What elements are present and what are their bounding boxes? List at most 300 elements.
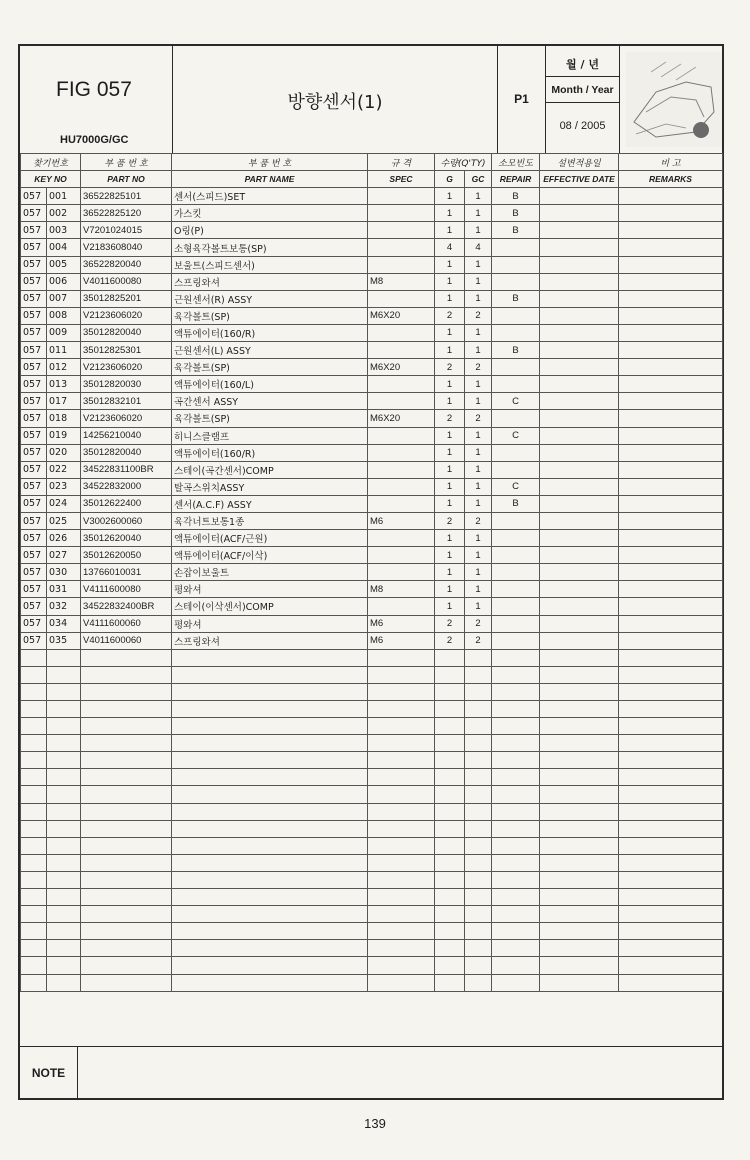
qty-g: 1 <box>435 495 465 512</box>
part-key: 030 <box>47 564 81 581</box>
part-fig: 057 <box>21 632 47 649</box>
repair-freq <box>492 273 540 290</box>
part-fig: 057 <box>21 324 47 341</box>
part-number: 35012820030 <box>81 376 172 393</box>
part-name: 근원센서(L) ASSY <box>172 342 368 359</box>
remarks <box>619 393 723 410</box>
remarks <box>619 530 723 547</box>
date-label-ko: 월 / 년 <box>566 58 599 71</box>
effective-date <box>540 307 619 324</box>
part-key <box>47 820 81 837</box>
part-number: V3002600060 <box>81 512 172 529</box>
qty-gc: 1 <box>465 324 492 341</box>
qty-gc <box>465 735 492 752</box>
part-key: 026 <box>47 530 81 547</box>
part-number: 35012820040 <box>81 324 172 341</box>
part-number: 35012622400 <box>81 495 172 512</box>
qty-g: 1 <box>435 273 465 290</box>
qty-g <box>435 837 465 854</box>
qty-g: 2 <box>435 512 465 529</box>
remarks <box>619 666 723 683</box>
remarks <box>619 940 723 957</box>
table-row <box>21 290 723 307</box>
part-number: V4011600060 <box>81 632 172 649</box>
part-name <box>172 649 368 666</box>
part-spec <box>368 342 435 359</box>
effective-date <box>540 239 619 256</box>
part-spec: M8 <box>368 581 435 598</box>
repair-freq <box>492 923 540 940</box>
part-fig: 057 <box>21 256 47 273</box>
qty-gc <box>465 837 492 854</box>
repair-freq: B <box>492 342 540 359</box>
part-key: 027 <box>47 547 81 564</box>
qty-g: 1 <box>435 393 465 410</box>
part-number: 36522825101 <box>81 188 172 205</box>
qty-gc: 1 <box>465 461 492 478</box>
remarks <box>619 735 723 752</box>
repair-freq <box>492 769 540 786</box>
part-spec <box>368 324 435 341</box>
qty-gc <box>465 871 492 888</box>
qty-g <box>435 701 465 718</box>
table-row <box>21 444 723 461</box>
part-key <box>47 837 81 854</box>
part-spec <box>368 752 435 769</box>
qty-gc <box>465 854 492 871</box>
repair-freq: C <box>492 427 540 444</box>
part-name <box>172 889 368 906</box>
part-key: 004 <box>47 239 81 256</box>
effective-date <box>540 957 619 974</box>
remarks <box>619 701 723 718</box>
qty-g: 1 <box>435 205 465 222</box>
table-row <box>21 307 723 324</box>
part-spec <box>368 530 435 547</box>
part-spec <box>368 598 435 615</box>
part-key <box>47 701 81 718</box>
empty-row <box>21 837 723 854</box>
qty-g <box>435 769 465 786</box>
table-row <box>21 393 723 410</box>
empty-row <box>21 854 723 871</box>
qty-g: 2 <box>435 410 465 427</box>
part-spec <box>368 461 435 478</box>
remarks <box>619 239 723 256</box>
part-fig <box>21 786 47 803</box>
empty-row <box>21 957 723 974</box>
repair-freq <box>492 666 540 683</box>
part-name: 액튜에이터(ACF/이삭) <box>172 547 368 564</box>
part-key <box>47 683 81 700</box>
empty-row <box>21 820 723 837</box>
part-key: 012 <box>47 359 81 376</box>
repair-freq <box>492 803 540 820</box>
qty-g: 1 <box>435 461 465 478</box>
part-name <box>172 871 368 888</box>
empty-row <box>21 649 723 666</box>
qty-gc: 2 <box>465 359 492 376</box>
part-name: 육각볼트(SP) <box>172 410 368 427</box>
col-key-en: KEY NO <box>21 171 81 188</box>
empty-row <box>21 701 723 718</box>
part-fig <box>21 871 47 888</box>
part-spec <box>368 803 435 820</box>
remarks <box>619 359 723 376</box>
table-row <box>21 222 723 239</box>
note-label: NOTE <box>20 1047 78 1098</box>
part-name: 액튜에이터(160/R) <box>172 324 368 341</box>
repair-freq <box>492 718 540 735</box>
part-number <box>81 786 172 803</box>
qty-gc <box>465 906 492 923</box>
repair-freq <box>492 974 540 991</box>
qty-gc <box>465 718 492 735</box>
effective-date <box>540 769 619 786</box>
effective-date <box>540 615 619 632</box>
qty-g <box>435 718 465 735</box>
page-number: 139 <box>364 1116 386 1131</box>
col-remarks-ko: 비 고 <box>619 154 723 171</box>
qty-g: 1 <box>435 376 465 393</box>
effective-date <box>540 376 619 393</box>
part-key <box>47 923 81 940</box>
part-key: 006 <box>47 273 81 290</box>
repair-freq <box>492 307 540 324</box>
effective-date <box>540 854 619 871</box>
remarks <box>619 649 723 666</box>
part-number <box>81 683 172 700</box>
repair-freq <box>492 906 540 923</box>
part-fig: 057 <box>21 239 47 256</box>
part-spec: M6 <box>368 632 435 649</box>
part-number <box>81 735 172 752</box>
repair-freq <box>492 239 540 256</box>
part-key <box>47 769 81 786</box>
part-key <box>47 666 81 683</box>
qty-gc <box>465 957 492 974</box>
table-row <box>21 564 723 581</box>
column-header-row-en <box>21 171 723 188</box>
model-name: HU7000G/GC <box>60 134 129 146</box>
repair-freq <box>492 820 540 837</box>
effective-date <box>540 359 619 376</box>
qty-g: 4 <box>435 239 465 256</box>
effective-date <box>540 940 619 957</box>
part-name: 히니스클램프 <box>172 427 368 444</box>
part-number: 35012620040 <box>81 530 172 547</box>
qty-g <box>435 854 465 871</box>
effective-date <box>540 974 619 991</box>
qty-gc: 1 <box>465 444 492 461</box>
part-fig: 057 <box>21 376 47 393</box>
effective-date <box>540 324 619 341</box>
repair-freq <box>492 581 540 598</box>
effective-date <box>540 598 619 615</box>
qty-g <box>435 735 465 752</box>
part-spec <box>368 837 435 854</box>
part-key: 031 <box>47 581 81 598</box>
effective-date <box>540 393 619 410</box>
qty-gc <box>465 974 492 991</box>
part-spec <box>368 444 435 461</box>
part-number: 13766010031 <box>81 564 172 581</box>
empty-row <box>21 786 723 803</box>
qty-gc <box>465 940 492 957</box>
col-eff-en: EFFECTIVE DATE <box>540 171 619 188</box>
part-name: 가스킷 <box>172 205 368 222</box>
empty-row <box>21 940 723 957</box>
col-part-name-ko: 부 품 번 호 <box>172 154 368 171</box>
effective-date <box>540 752 619 769</box>
part-number <box>81 837 172 854</box>
part-name: 스프링와셔 <box>172 632 368 649</box>
effective-date <box>540 427 619 444</box>
part-fig <box>21 820 47 837</box>
remarks <box>619 581 723 598</box>
effective-date <box>540 735 619 752</box>
qty-gc <box>465 701 492 718</box>
part-number <box>81 923 172 940</box>
part-key: 013 <box>47 376 81 393</box>
part-name <box>172 940 368 957</box>
part-number <box>81 803 172 820</box>
part-number <box>81 974 172 991</box>
effective-date <box>540 632 619 649</box>
empty-row <box>21 923 723 940</box>
part-fig <box>21 752 47 769</box>
part-spec <box>368 188 435 205</box>
part-key: 002 <box>47 205 81 222</box>
part-fig <box>21 854 47 871</box>
part-name: 소형육각볼트보통(SP) <box>172 239 368 256</box>
part-name: O링(P) <box>172 222 368 239</box>
qty-g: 2 <box>435 615 465 632</box>
part-number: 35012825301 <box>81 342 172 359</box>
part-fig <box>21 683 47 700</box>
part-fig: 057 <box>21 615 47 632</box>
effective-date <box>540 273 619 290</box>
qty-g: 1 <box>435 188 465 205</box>
part-key <box>47 649 81 666</box>
part-key <box>47 752 81 769</box>
table-row <box>21 342 723 359</box>
part-key <box>47 940 81 957</box>
qty-gc <box>465 649 492 666</box>
empty-row <box>21 906 723 923</box>
remarks <box>619 547 723 564</box>
part-name: 곡간센서 ASSY <box>172 393 368 410</box>
remarks <box>619 427 723 444</box>
empty-row <box>21 752 723 769</box>
part-fig <box>21 906 47 923</box>
remarks <box>619 222 723 239</box>
remarks <box>619 871 723 888</box>
col-repair-en: REPAIR <box>492 171 540 188</box>
repair-freq <box>492 854 540 871</box>
qty-g: 2 <box>435 359 465 376</box>
part-number <box>81 957 172 974</box>
part-spec <box>368 957 435 974</box>
effective-date <box>540 683 619 700</box>
part-fig: 057 <box>21 598 47 615</box>
empty-row <box>21 735 723 752</box>
remarks <box>619 837 723 854</box>
qty-gc: 1 <box>465 495 492 512</box>
qty-g <box>435 683 465 700</box>
part-spec <box>368 718 435 735</box>
qty-gc <box>465 889 492 906</box>
part-name <box>172 769 368 786</box>
qty-gc: 1 <box>465 530 492 547</box>
remarks <box>619 290 723 307</box>
part-name: 탈곡스위치ASSY <box>172 478 368 495</box>
col-part-no-en: PART NO <box>81 171 172 188</box>
qty-g <box>435 786 465 803</box>
part-name: 육각볼트(SP) <box>172 359 368 376</box>
effective-date <box>540 461 619 478</box>
repair-freq <box>492 410 540 427</box>
remarks <box>619 889 723 906</box>
part-key <box>47 889 81 906</box>
part-fig <box>21 889 47 906</box>
table-row <box>21 598 723 615</box>
remarks <box>619 906 723 923</box>
part-fig: 057 <box>21 359 47 376</box>
part-name: 육각너트보통1종 <box>172 512 368 529</box>
part-spec <box>368 906 435 923</box>
part-number <box>81 871 172 888</box>
effective-date <box>540 512 619 529</box>
remarks <box>619 923 723 940</box>
effective-date <box>540 871 619 888</box>
effective-date <box>540 342 619 359</box>
remarks <box>619 205 723 222</box>
remarks <box>619 632 723 649</box>
qty-gc: 1 <box>465 222 492 239</box>
parts-sheet <box>18 44 724 1100</box>
part-spec <box>368 683 435 700</box>
date-cell <box>546 46 620 153</box>
part-fig <box>21 666 47 683</box>
table-row <box>21 581 723 598</box>
part-spec <box>368 871 435 888</box>
part-fig: 057 <box>21 564 47 581</box>
effective-date <box>540 495 619 512</box>
empty-row <box>21 889 723 906</box>
part-name <box>172 718 368 735</box>
fig-number: FIG 057 <box>56 78 132 101</box>
remarks <box>619 615 723 632</box>
remarks <box>619 410 723 427</box>
part-name <box>172 957 368 974</box>
repair-freq <box>492 752 540 769</box>
part-spec <box>368 974 435 991</box>
effective-date <box>540 547 619 564</box>
part-number: V2123606020 <box>81 359 172 376</box>
qty-gc: 1 <box>465 564 492 581</box>
table-row <box>21 615 723 632</box>
remarks <box>619 495 723 512</box>
qty-g <box>435 871 465 888</box>
part-name <box>172 666 368 683</box>
repair-freq <box>492 547 540 564</box>
repair-freq <box>492 632 540 649</box>
part-number <box>81 854 172 871</box>
qty-gc: 1 <box>465 273 492 290</box>
qty-gc: 1 <box>465 290 492 307</box>
effective-date <box>540 906 619 923</box>
qty-g: 1 <box>435 530 465 547</box>
part-fig: 057 <box>21 530 47 547</box>
repair-freq <box>492 324 540 341</box>
table-row <box>21 461 723 478</box>
qty-gc: 2 <box>465 615 492 632</box>
part-fig: 057 <box>21 393 47 410</box>
part-key <box>47 735 81 752</box>
remarks <box>619 820 723 837</box>
table-row <box>21 256 723 273</box>
part-fig <box>21 940 47 957</box>
repair-freq: B <box>492 495 540 512</box>
part-name <box>172 735 368 752</box>
table-row <box>21 205 723 222</box>
part-fig <box>21 718 47 735</box>
repair-freq: B <box>492 188 540 205</box>
effective-date <box>540 649 619 666</box>
effective-date <box>540 666 619 683</box>
table-row <box>21 324 723 341</box>
part-number <box>81 649 172 666</box>
table-row <box>21 410 723 427</box>
repair-freq <box>492 889 540 906</box>
date-label-en: Month / Year <box>551 84 614 96</box>
part-number: V2123606020 <box>81 307 172 324</box>
remarks <box>619 854 723 871</box>
effective-date <box>540 820 619 837</box>
part-name <box>172 820 368 837</box>
remarks <box>619 324 723 341</box>
qty-g: 1 <box>435 342 465 359</box>
qty-g: 1 <box>435 256 465 273</box>
qty-gc: 1 <box>465 581 492 598</box>
table-row <box>21 478 723 495</box>
qty-g <box>435 649 465 666</box>
part-number <box>81 889 172 906</box>
qty-g <box>435 666 465 683</box>
sheet-page-number: P1 <box>514 92 529 106</box>
part-number: V4111600080 <box>81 581 172 598</box>
qty-g: 1 <box>435 324 465 341</box>
part-fig: 057 <box>21 427 47 444</box>
part-fig <box>21 974 47 991</box>
empty-row <box>21 718 723 735</box>
part-number: V7201024015 <box>81 222 172 239</box>
qty-gc <box>465 786 492 803</box>
col-qty-g: G <box>435 171 465 188</box>
part-name <box>172 854 368 871</box>
part-spec <box>368 478 435 495</box>
part-fig: 057 <box>21 547 47 564</box>
repair-freq: B <box>492 290 540 307</box>
table-row <box>21 376 723 393</box>
effective-date <box>540 803 619 820</box>
table-row <box>21 547 723 564</box>
remarks <box>619 683 723 700</box>
part-key <box>47 957 81 974</box>
part-spec <box>368 222 435 239</box>
part-key: 001 <box>47 188 81 205</box>
